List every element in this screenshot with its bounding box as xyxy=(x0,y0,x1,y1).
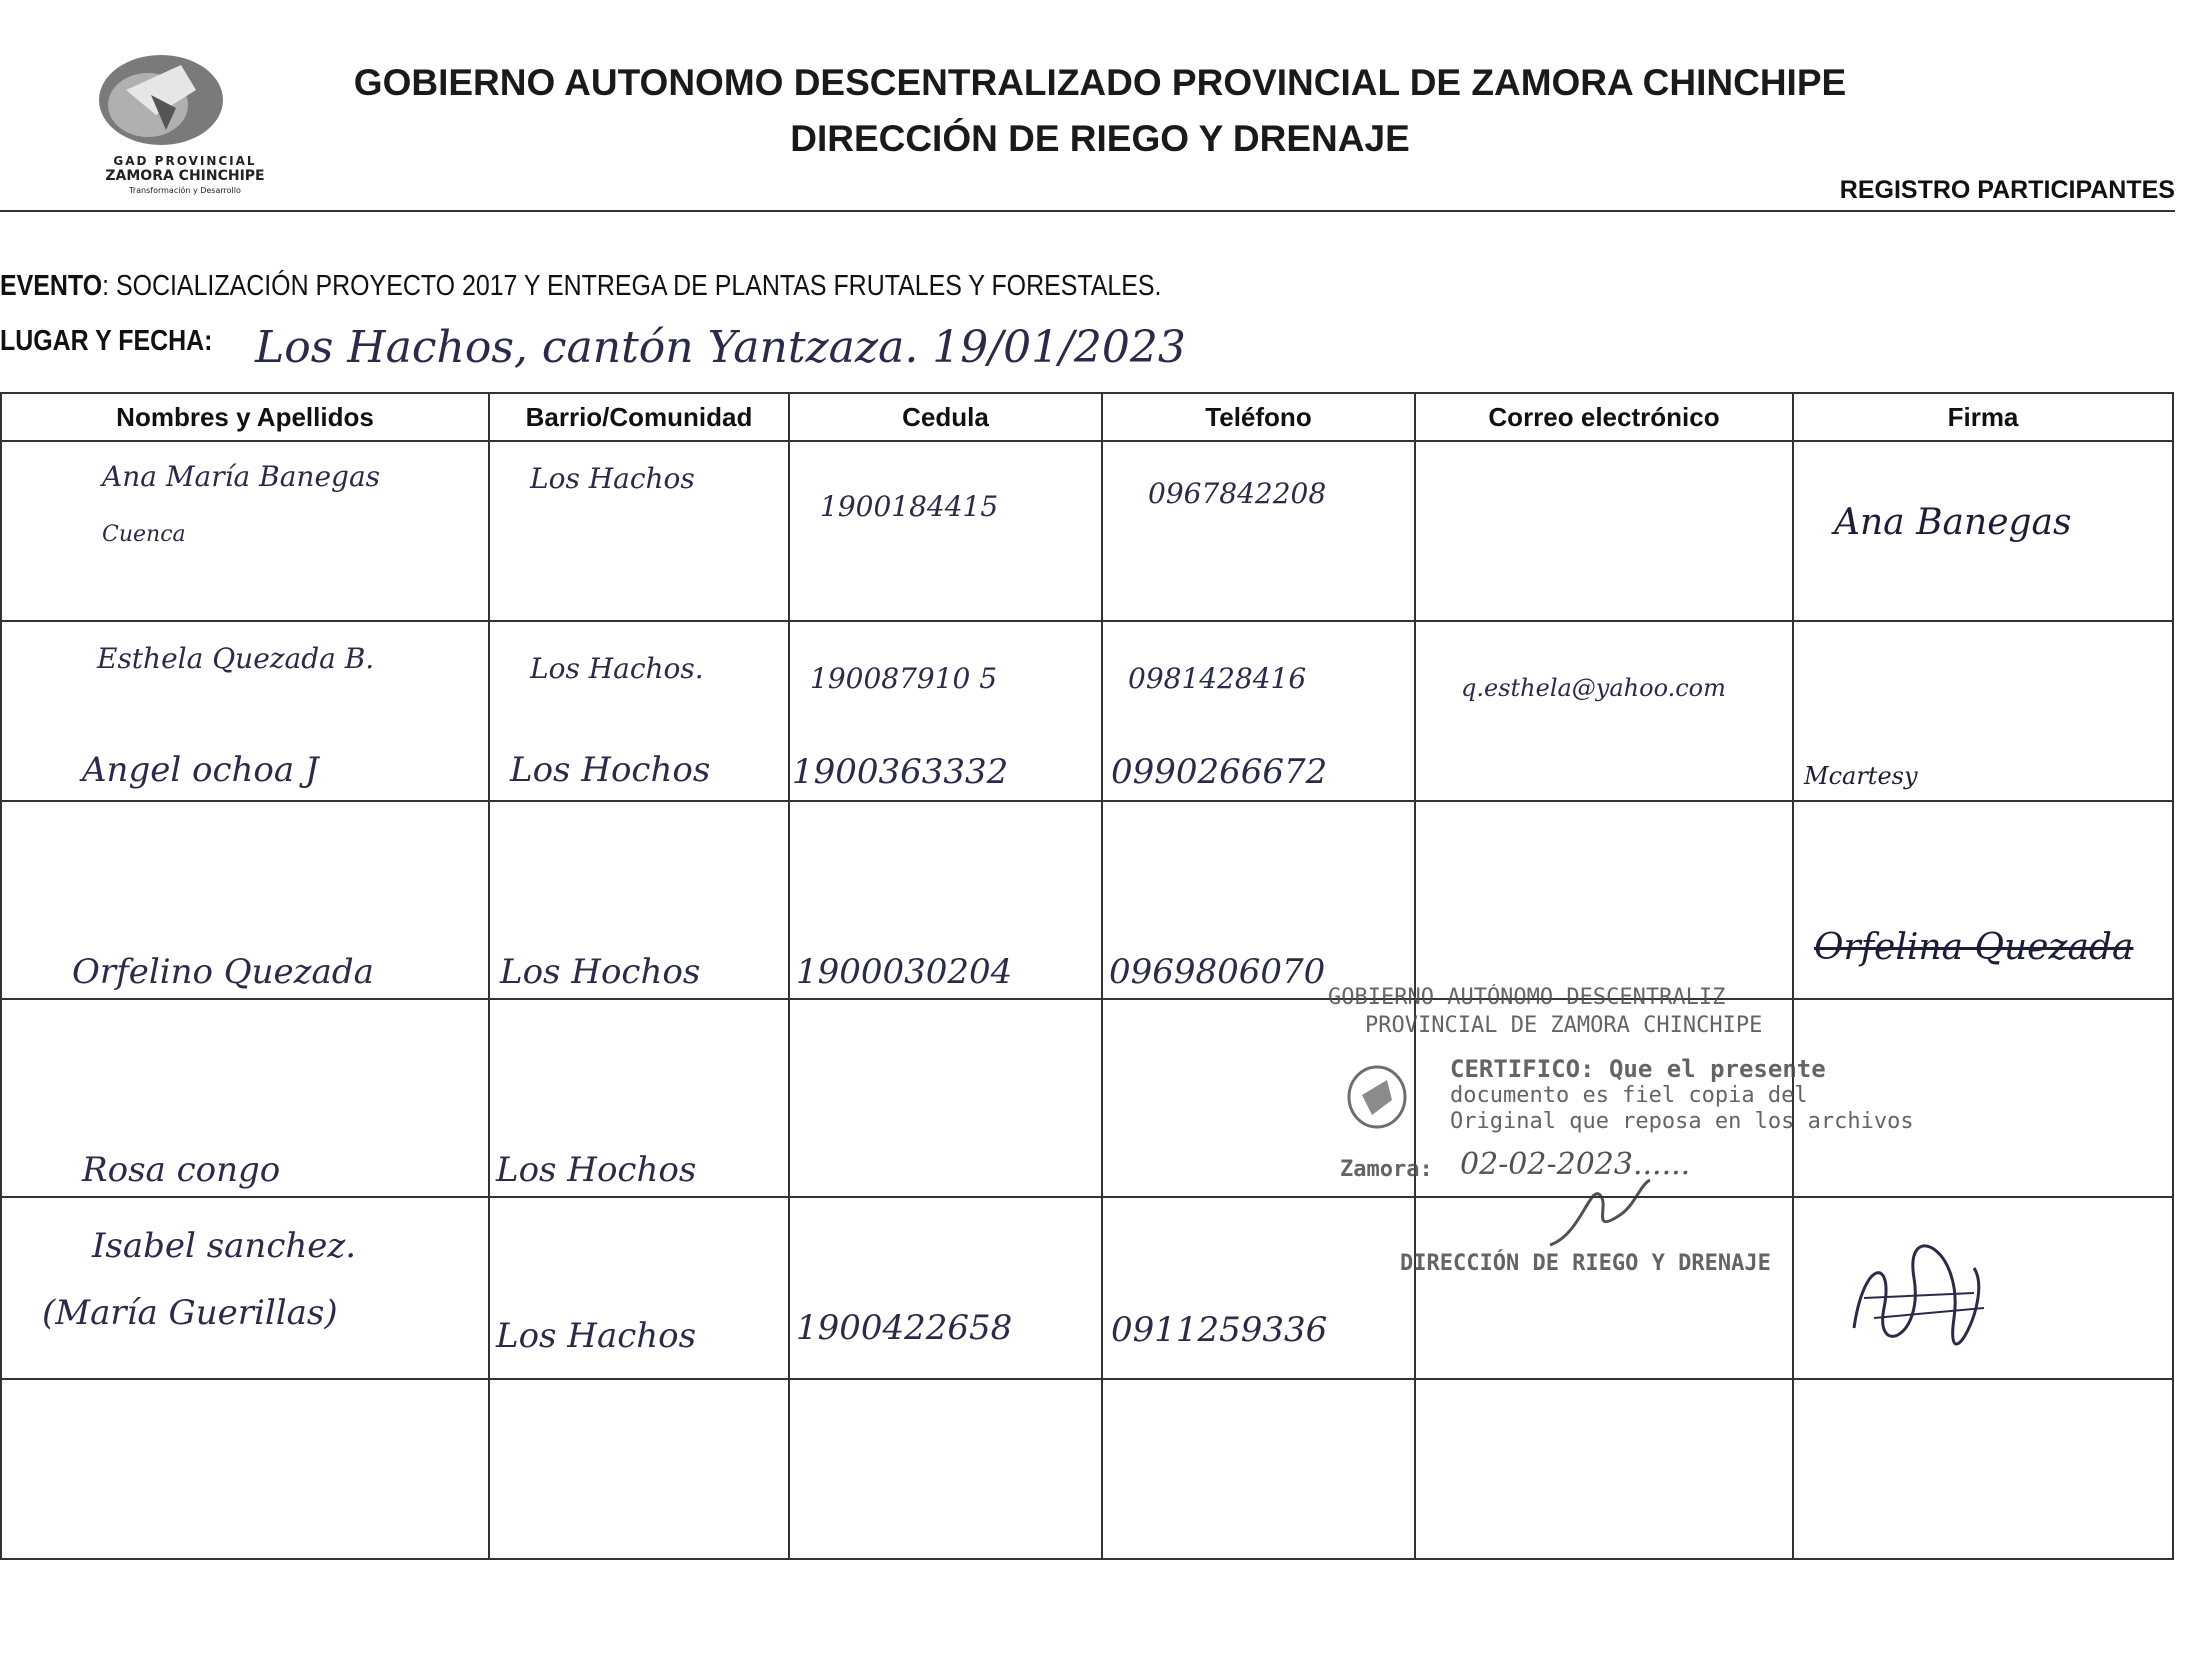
stamp-seal-icon xyxy=(1342,1055,1412,1135)
participants-table xyxy=(0,392,2174,1560)
table-row xyxy=(1,1197,2173,1379)
row-3-nombre: Orfelino Quezada xyxy=(72,952,374,992)
row-2-firma-b: Mcartesy xyxy=(1804,762,1918,790)
stamp-line-gobierno: GOBIERNO AUTÓNOMO DESCENTRALIZ xyxy=(1328,985,1726,1010)
cell-nombre xyxy=(1,1379,489,1559)
row-1-cedula: 1900184415 xyxy=(820,490,999,523)
row-2-cedula-b: 1900363332 xyxy=(792,752,1009,792)
table-row xyxy=(1,621,2173,801)
col-header-barrio: Barrio/Comunidad xyxy=(489,393,789,441)
cell-nombre xyxy=(1,999,489,1197)
row-2-nombre-b: Angel ochoa J xyxy=(82,750,319,790)
stamp-line-original: Original que reposa en los archivos xyxy=(1450,1109,1914,1134)
cell-barrio xyxy=(489,441,789,621)
row-3-firma: Orfelina Quezada xyxy=(1814,927,2134,968)
row-2-telefono: 0981428416 xyxy=(1128,662,1307,695)
stamp-line-provincial: PROVINCIAL DE ZAMORA CHINCHIPE xyxy=(1365,1013,1763,1038)
cell-correo xyxy=(1415,801,1793,999)
row-3-cedula: 1900030204 xyxy=(796,952,1013,992)
row-2-correo: q.esthela@yahoo.com xyxy=(1461,674,1726,702)
certification-stamp xyxy=(1320,975,1914,1295)
evento-value: : SOCIALIZACIÓN PROYECTO 2017 Y ENTREGA DE PLANTAS FRUTALES Y FORESTALES. xyxy=(102,270,1162,302)
cell-cedula xyxy=(789,999,1102,1197)
registro-label: REGISTRO PARTICIPANTES xyxy=(1839,176,2175,204)
row-4-nombre: Rosa congo xyxy=(82,1150,281,1190)
table-header-row xyxy=(1,393,2173,441)
cell-firma xyxy=(1793,801,2173,999)
cell-cedula xyxy=(789,621,1102,801)
stamp-line-documento: documento es fiel copia del xyxy=(1450,1083,1808,1108)
cell-nombre xyxy=(1,441,489,621)
lugar-label: LUGAR Y FECHA: xyxy=(0,325,213,357)
table-row xyxy=(1,801,2173,999)
logo-line-province: ZAMORA CHINCHIPE xyxy=(105,168,265,184)
gad-logo xyxy=(70,50,300,200)
cell-cedula xyxy=(789,801,1102,999)
row-5-barrio: Los Hachos xyxy=(496,1316,697,1356)
evento-label: EVENTO xyxy=(0,270,103,302)
row-4-barrio: Los Hochos xyxy=(496,1150,697,1190)
cell-correo xyxy=(1415,621,1793,801)
cell-cedula xyxy=(789,1379,1102,1559)
col-header-telefono: Teléfono xyxy=(1102,393,1415,441)
row-1-nombre: Ana María Banegas xyxy=(102,460,381,493)
table-row xyxy=(1,999,2173,1197)
row-5-signature-scribble xyxy=(1834,1238,2034,1358)
row-2-barrio: Los Hachos. xyxy=(530,652,704,685)
header-divider xyxy=(0,210,2175,212)
lugar-line xyxy=(0,325,212,358)
row-3-telefono: 0969806070 xyxy=(1109,952,1326,992)
logo-line-slogan: Transformación y Desarrollo xyxy=(129,186,241,195)
cell-firma xyxy=(1793,1197,2173,1379)
table-row xyxy=(1,441,2173,621)
col-header-correo: Correo electrónico xyxy=(1415,393,1793,441)
cell-telefono xyxy=(1102,801,1415,999)
row-1-telefono: 0967842208 xyxy=(1148,477,1327,510)
cell-barrio xyxy=(489,1379,789,1559)
gad-emblem-icon xyxy=(86,50,236,150)
stamp-line-direccion: DIRECCIÓN DE RIEGO Y DRENAJE xyxy=(1400,1251,1771,1276)
row-3-barrio: Los Hochos xyxy=(500,952,701,992)
row-1-barrio: Los Hachos xyxy=(530,462,695,495)
cell-nombre xyxy=(1,621,489,801)
logo-line-gad: GAD PROVINCIAL xyxy=(113,154,257,168)
stamp-line-certifico: CERTIFICO: Que el presente xyxy=(1450,1055,1826,1083)
cell-correo xyxy=(1415,441,1793,621)
cell-nombre xyxy=(1,1197,489,1379)
col-header-firma: Firma xyxy=(1793,393,2173,441)
col-header-cedula: Cedula xyxy=(789,393,1102,441)
cell-nombre xyxy=(1,801,489,999)
cell-firma xyxy=(1793,1379,2173,1559)
cell-correo xyxy=(1415,1379,1793,1559)
stamp-signature-scribble xyxy=(1540,1175,1660,1255)
cell-telefono xyxy=(1102,621,1415,801)
table-row xyxy=(1,1379,2173,1559)
cell-firma xyxy=(1793,441,2173,621)
cell-firma xyxy=(1793,621,2173,801)
lugar-value: Los Hachos, cantón Yantzaza. 19/01/2023 xyxy=(255,322,1186,373)
row-2-telefono-b: 0990266672 xyxy=(1111,752,1328,792)
cell-firma xyxy=(1793,999,2173,1197)
cell-barrio xyxy=(489,1197,789,1379)
cell-barrio xyxy=(489,801,789,999)
participants-table-wrap xyxy=(0,392,2174,1560)
stamp-date: 02-02-2023...... xyxy=(1460,1147,1691,1182)
stamp-line-zamora: Zamora: xyxy=(1340,1157,1433,1182)
row-2-barrio-b: Los Hochos xyxy=(510,750,711,790)
cell-barrio xyxy=(489,999,789,1197)
page-subtitle: DIRECCIÓN DE RIEGO Y DRENAJE xyxy=(790,118,1410,159)
row-2-nombre: Esthela Quezada B. xyxy=(97,642,375,675)
row-5-telefono: 0911259336 xyxy=(1111,1310,1328,1350)
cell-telefono xyxy=(1102,441,1415,621)
cell-cedula xyxy=(789,1197,1102,1379)
row-1-firma: Ana Banegas xyxy=(1834,502,2072,543)
row-2-cedula: 190087910 5 xyxy=(810,662,998,695)
row-5-cedula: 1900422658 xyxy=(796,1308,1013,1348)
cell-telefono xyxy=(1102,1379,1415,1559)
row-5-nombre: Isabel sanchez. xyxy=(92,1226,357,1266)
cell-cedula xyxy=(789,441,1102,621)
col-header-nombres: Nombres y Apellidos xyxy=(1,393,489,441)
cell-barrio xyxy=(489,621,789,801)
row-1-nombre-2: Cuenca xyxy=(102,522,186,547)
evento-line xyxy=(0,270,1161,303)
page-title: GOBIERNO AUTONOMO DESCENTRALIZADO PROVINCIAL DE ZAMORA CHINCHIPE xyxy=(353,62,1847,103)
row-5-nombre-2: (María Guerillas) xyxy=(42,1293,338,1333)
